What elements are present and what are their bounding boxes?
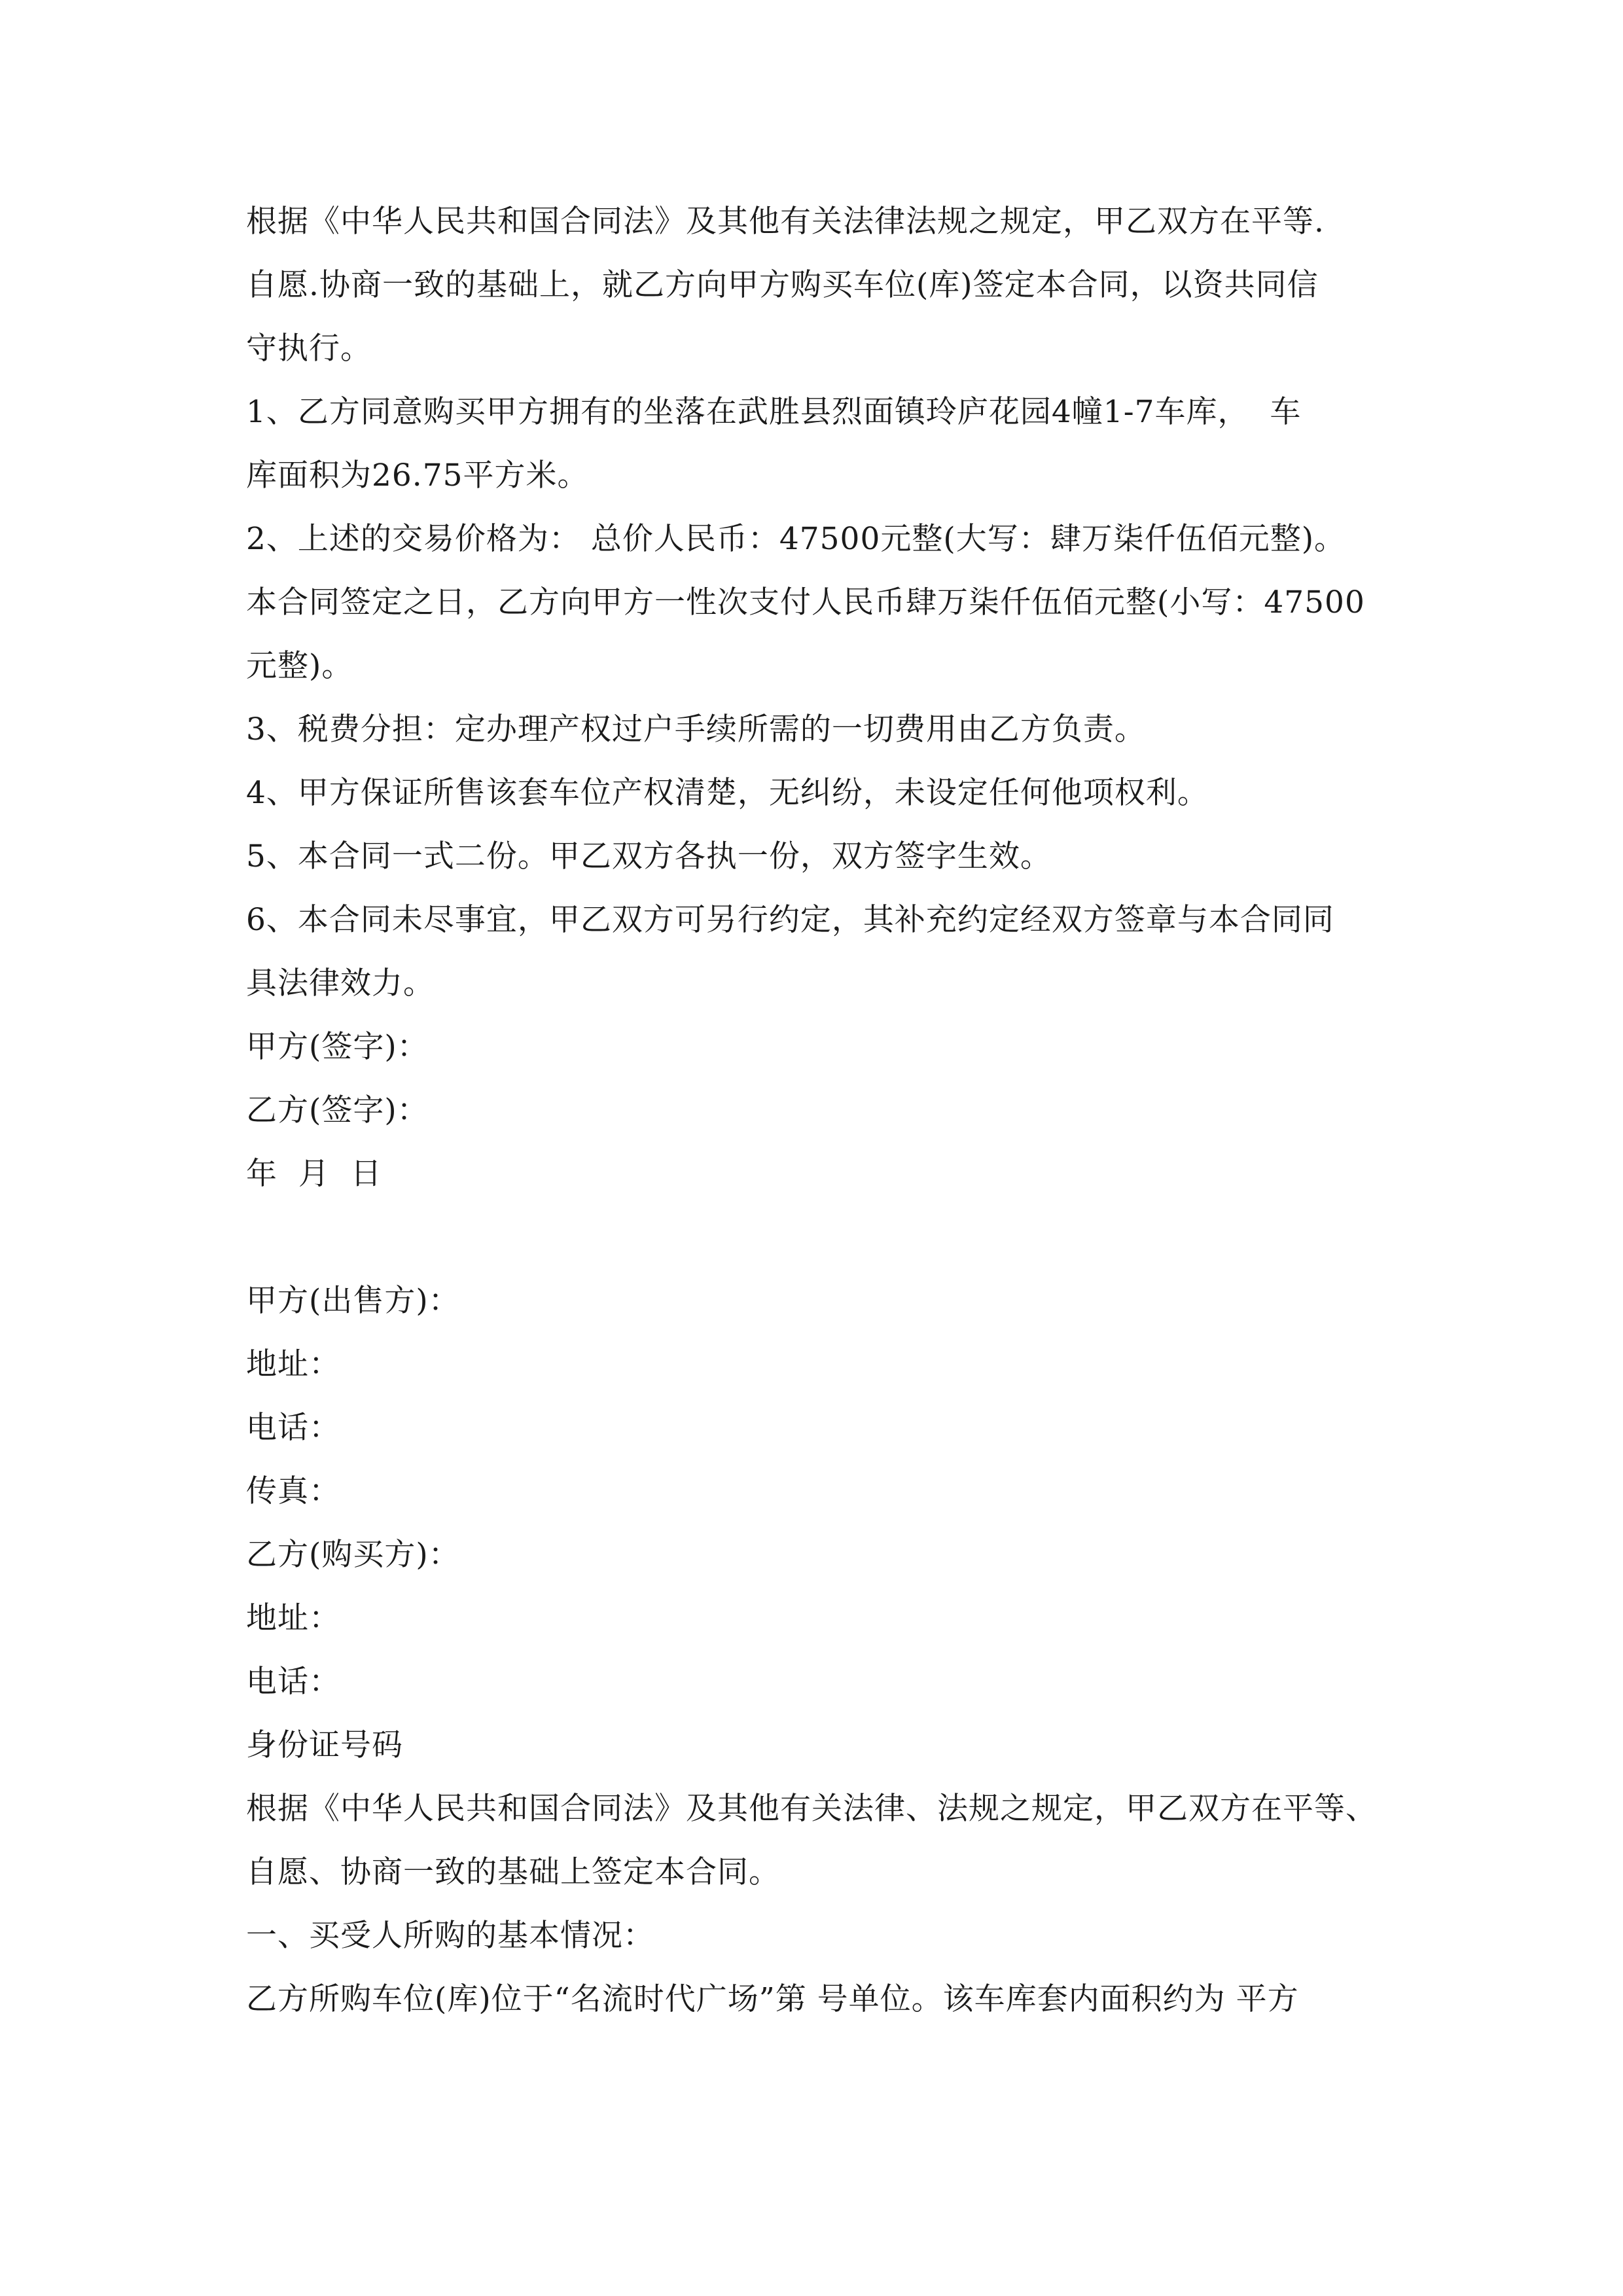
party-a-signature-line: 甲方(签字)： [246, 1029, 429, 1065]
seller-label: 甲方(出售方)： [246, 1283, 460, 1319]
paragraph-line: 根据《中华人民共和国合同法》及其他有关法律法规之规定，甲乙双方在平等. [246, 204, 1325, 240]
buyer-address-label: 地址： [246, 1600, 340, 1636]
paragraph-line: 根据《中华人民共和国合同法》及其他有关法律、法规之规定，甲乙双方在平等、 [246, 1791, 1377, 1827]
clause-5-line: 5、本合同一式二份。甲乙双方各执一份，双方签字生效。 [246, 838, 1052, 874]
paragraph-line: 守执行。 [246, 331, 372, 367]
clause-6-line: 具法律效力。 [246, 965, 435, 1001]
clause-6-line: 6、本合同未尽事宜，甲乙双方可另行约定，其补充约定经双方签章与本合同同 [246, 902, 1334, 938]
clause-1-line: 1、乙方同意购买甲方拥有的坐落在武胜县烈面镇玲庐花园4幢1-7车库， 车 [246, 394, 1302, 430]
paragraph-line: 乙方所购车位(库)位于“名流时代广场”第 号单位。该车库套内面积约为 平方 [246, 1981, 1299, 2017]
paragraph-line: 自愿、协商一致的基础上签定本合同。 [246, 1854, 780, 1890]
section-gap [246, 1206, 1378, 1269]
clause-2-line: 本合同签定之日，乙方向甲方一性次支付人民币肆万柒仟伍佰元整(小写：47500 [246, 584, 1365, 620]
document-body [246, 190, 1378, 2031]
clause-2-line: 2、上述的交易价格为： 总价人民币：47500元整(大写：肆万柒仟伍佰元整)。 [246, 521, 1346, 557]
buyer-id-label: 身份证号码 [246, 1727, 403, 1763]
buyer-phone-label: 电话： [246, 1664, 340, 1700]
party-b-signature-line: 乙方(签字)： [246, 1092, 429, 1128]
seller-phone-label: 电话： [246, 1410, 340, 1446]
clause-2-line: 元整)。 [246, 648, 353, 684]
clause-4-line: 4、甲方保证所售该套车位产权清楚，无纠纷，未设定任何他项权利。 [246, 775, 1209, 811]
clause-3-line: 3、税费分担：定办理产权过户手续所需的一切费用由乙方负责。 [246, 711, 1146, 747]
date-line: 年 月 日 [246, 1156, 382, 1192]
buyer-label: 乙方(购买方)： [246, 1537, 460, 1573]
paragraph-line: 自愿.协商一致的基础上，就乙方向甲方购买车位(库)签定本合同，以资共同信 [246, 267, 1319, 303]
seller-address-label: 地址： [246, 1346, 340, 1382]
section-heading: 一、买受人所购的基本情况： [246, 1918, 654, 1954]
clause-1-line: 库面积为26.75平方米。 [246, 457, 589, 493]
seller-fax-label: 传真： [246, 1473, 340, 1509]
